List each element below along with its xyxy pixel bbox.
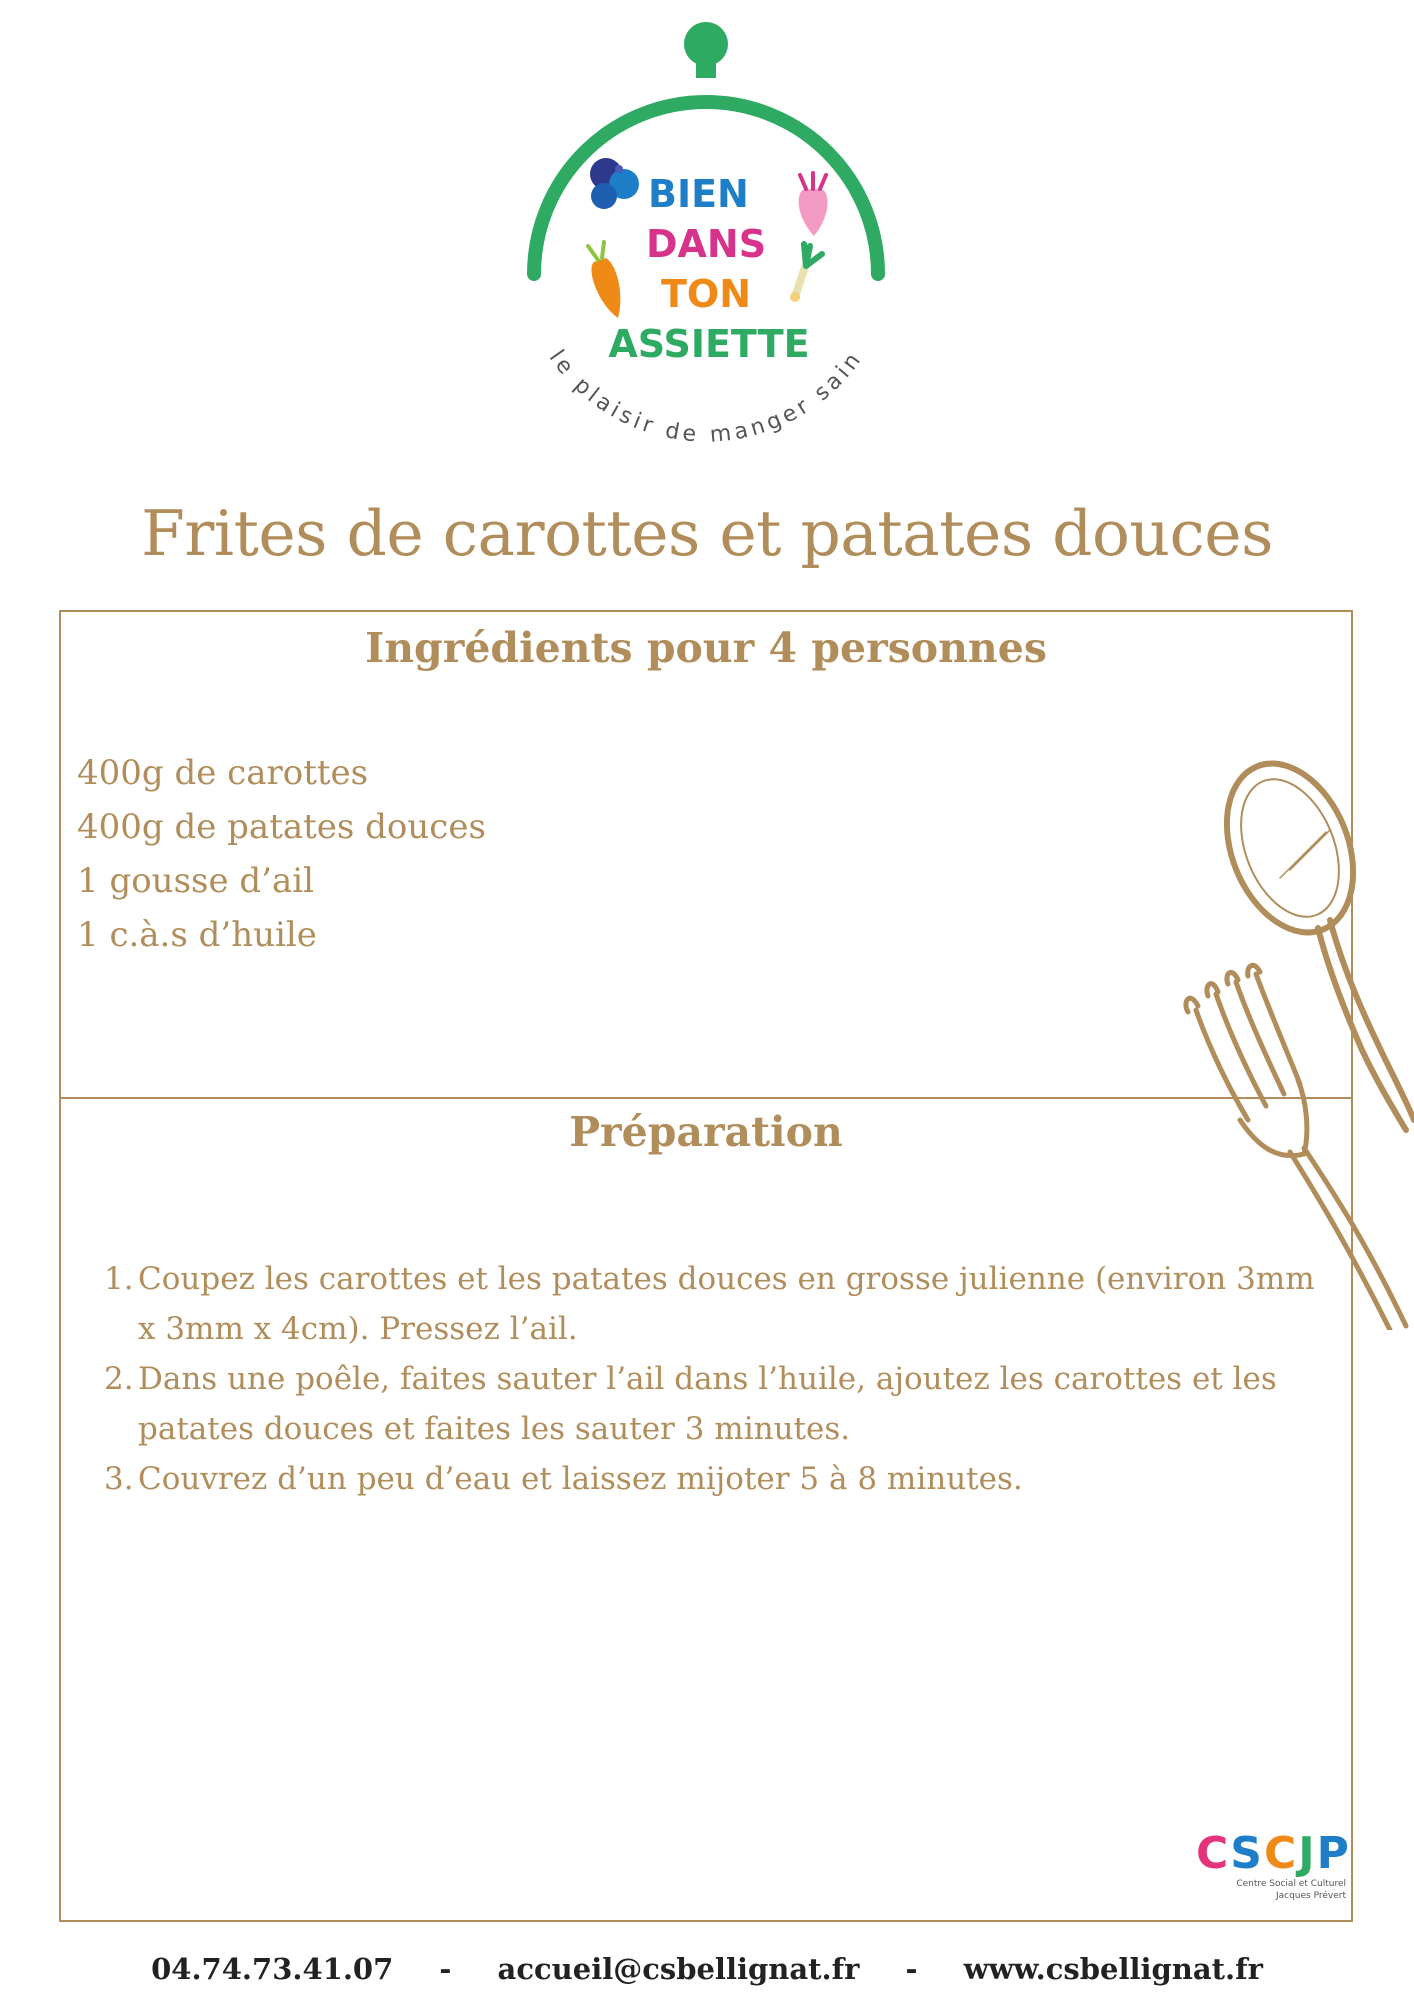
preparation-step — [104, 1254, 1334, 1354]
bien-dans-ton-assiette-logo — [506, 14, 906, 444]
step-text: Couvrez d’un peu d’eau et laissez mijoter 5 à 8 minutes. — [138, 1461, 1023, 1497]
radish-icon — [799, 173, 828, 236]
ingredient-item: 400g de carottes — [77, 753, 369, 793]
blueberry-icon — [590, 158, 639, 209]
cscjp-line2: Jacques Prévert — [1275, 1891, 1346, 1901]
logo-tagline: le plaisir de manger sain — [543, 345, 869, 444]
cscjp-letter: J — [1298, 1828, 1315, 1879]
cscjp-letter: S — [1230, 1828, 1262, 1879]
section-divider — [59, 1097, 1353, 1099]
preparation-heading: Préparation — [569, 1108, 843, 1156]
logo-word-bien: BIEN — [648, 172, 749, 216]
logo-word-ton: TON — [660, 272, 752, 316]
leek-icon — [790, 244, 822, 302]
ingredient-item: 400g de patates douces — [77, 807, 486, 847]
ingredients-heading: Ingrédients pour 4 personnes — [365, 624, 1047, 672]
ingredient-item: 1 c.à.s d’huile — [77, 915, 317, 955]
step-text: Coupez les carottes et les patates douces en grosse julienne (environ 3mm x 3mm x 4cm). Pressez l’ail. — [138, 1261, 1315, 1347]
carrot-icon — [588, 242, 620, 318]
cscjp-letter: P — [1316, 1828, 1349, 1879]
website-url: www.csbellignat.fr — [963, 1952, 1263, 1986]
step-number: 2. — [104, 1361, 134, 1397]
contact-footer — [0, 1952, 1414, 1986]
logo-word-assiette: ASSIETTE — [608, 322, 810, 366]
step-text: Dans une poêle, faites sauter l’ail dans l’huile, ajoutez les carottes et les patates douces et faites les sauter 3 minutes. — [138, 1361, 1277, 1447]
cscjp-letters — [1196, 1828, 1349, 1879]
recipe-title: Frites de carottes et patates douces — [141, 497, 1273, 570]
cscjp-line1: Centre Social et Culturel — [1236, 1879, 1346, 1889]
cscjp-logo — [1196, 1828, 1349, 1910]
phone-number: 04.74.73.41.07 — [151, 1952, 394, 1986]
preparation-steps — [104, 1254, 1334, 1504]
logo-word-dans: DANS — [645, 222, 767, 266]
cscjp-letter: C — [1264, 1828, 1297, 1879]
spoon-fork-illustration — [1180, 750, 1414, 1330]
email-address: accueil@csbellignat.fr — [497, 1952, 860, 1986]
footer-separator: - — [439, 1952, 452, 1986]
preparation-step — [104, 1454, 1334, 1504]
cscjp-letter: C — [1196, 1828, 1229, 1879]
step-number: 3. — [104, 1461, 134, 1497]
cloche-stem — [696, 58, 716, 78]
ingredient-item: 1 gousse d’ail — [77, 861, 314, 901]
step-number: 1. — [104, 1261, 134, 1297]
preparation-step — [104, 1354, 1334, 1454]
ingredients-list — [77, 746, 486, 962]
spoon-icon — [1203, 750, 1414, 1130]
footer-separator: - — [905, 1952, 918, 1986]
